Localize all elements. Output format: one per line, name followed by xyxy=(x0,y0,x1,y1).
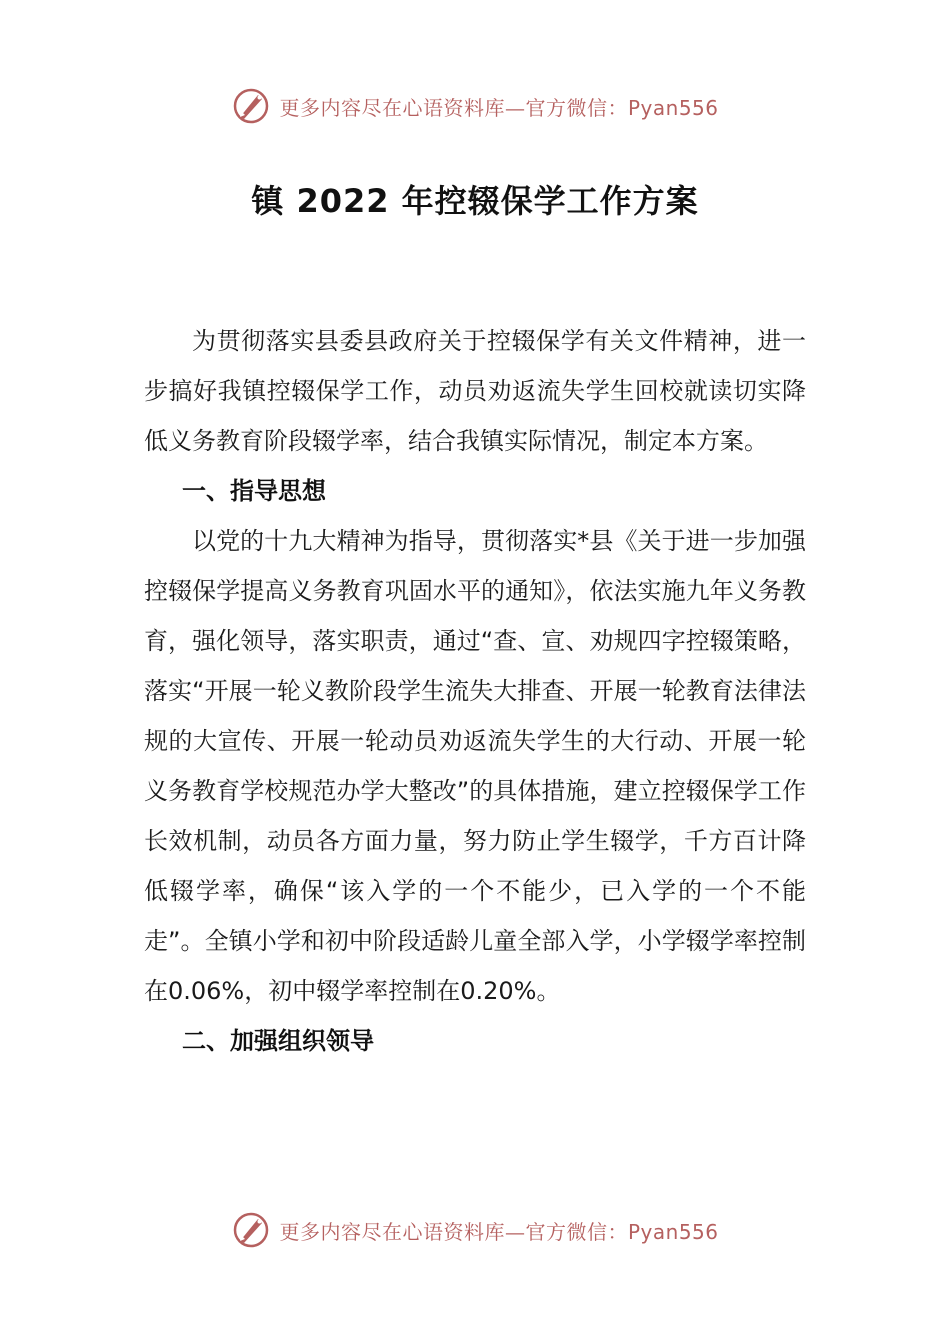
footer-watermark-banner xyxy=(0,1208,950,1252)
watermark-text xyxy=(279,1216,718,1245)
section-heading-organizational-leadership: 二、加强组织领导 xyxy=(182,1027,374,1055)
watermark-label: 更多内容尽在心语资料库—官方微信： xyxy=(279,95,628,120)
watermark-text xyxy=(279,92,718,121)
header-watermark-banner xyxy=(0,84,950,128)
document-body xyxy=(144,316,806,1066)
wechat-id: Pyan556 xyxy=(627,1219,719,1244)
intro-paragraph: 为贯彻落实县委县政府关于控辍保学有关文件精神，进一步搞好我镇控辍保学工作，动员劝返流失学生回校就读切实降低义务教育阶段辍学率，结合我镇实际情况，制定本方案。 xyxy=(144,327,806,455)
watermark-label: 更多内容尽在心语资料库—官方微信： xyxy=(279,1219,628,1244)
wechat-id: Pyan556 xyxy=(627,95,719,120)
document-title: 镇 2022 年控辍保学工作方案 xyxy=(251,182,699,220)
section-paragraph-guiding-ideology: 以党的十九大精神为指导，贯彻落实*县《关于进一步加强控辍保学提高义务教育巩固水平的通知》，依法实施九年义务教育，强化领导，落实职责，通过“查、宣、劝规四字控辍策略，落实“开展一轮义教阶段学生流失大排查、开展一轮教育法律法规的大宣传、开展一轮动员劝返流失学生的大行动、开展一轮义务教育学校规范办学大整改”的具体措施，建立控辍保学工作长效机制，动员各方面力量，努力防止学生辍学，千方百计降低辍学率，确保“该入学的一个不能少，已入学的一个不能走”。全镇小学和初中阶段适龄儿童全部入学，小学辍学率控制在0.06%，初中辍学率控制在0.20%。 xyxy=(144,527,806,1005)
pen-nib-logo-icon xyxy=(231,1210,271,1250)
pen-nib-logo-icon xyxy=(231,86,271,126)
section-heading-guiding-ideology: 一、指导思想 xyxy=(182,477,326,505)
